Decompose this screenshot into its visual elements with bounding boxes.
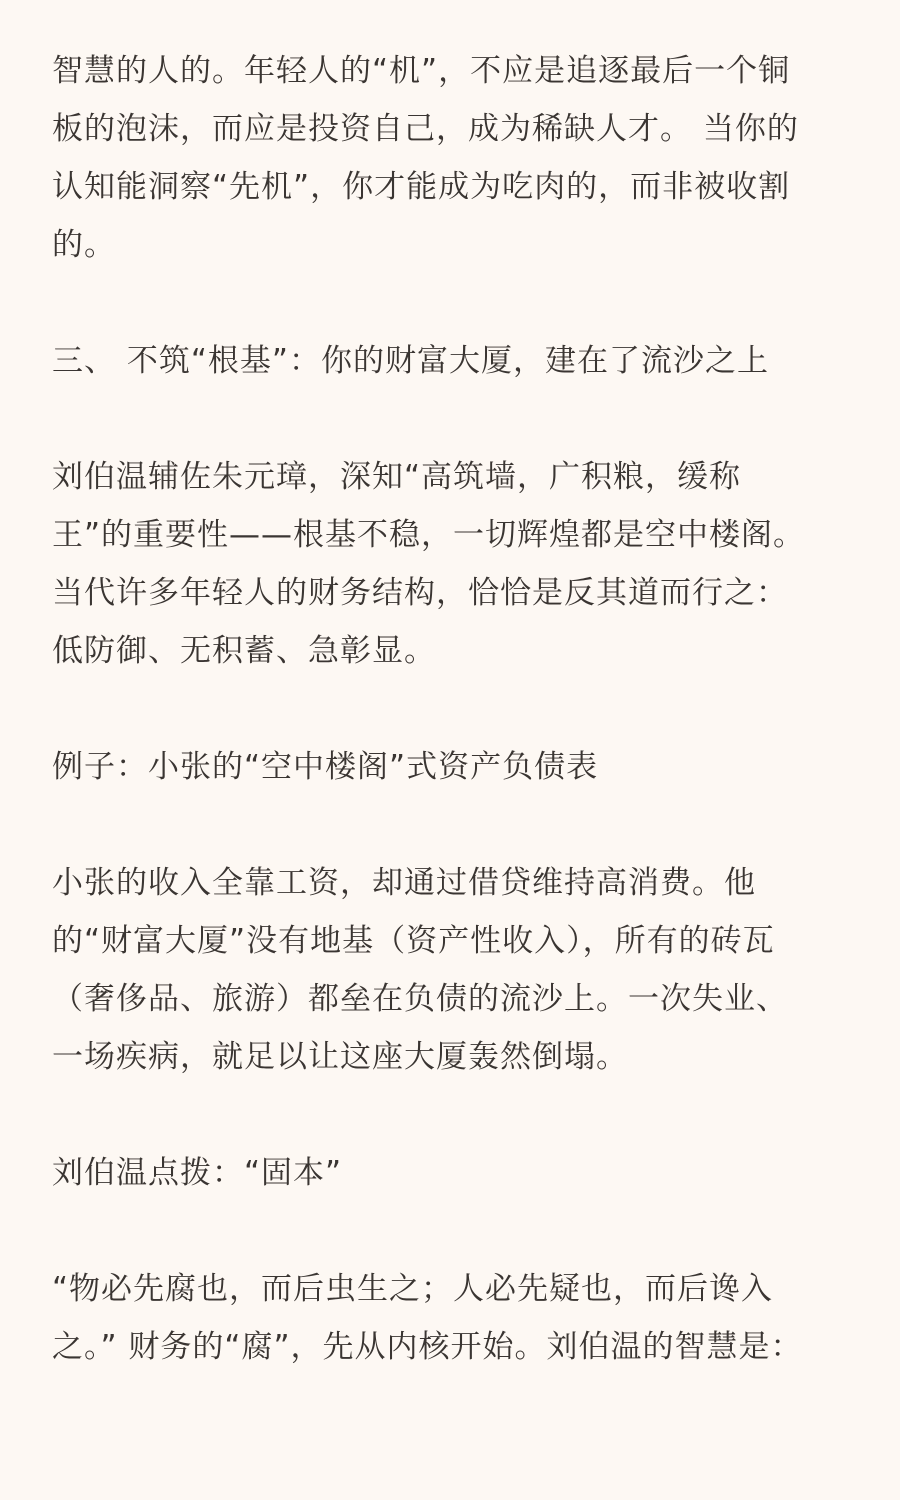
text-line: 一场疾病，就足以让这座大厦轰然倒塌。 — [52, 1039, 628, 1075]
text-line: 小张的收入全靠工资，却通过借贷维持高消费。他 — [52, 865, 756, 901]
text-line: 王”的重要性——根基不稳，一切辉煌都是空中楼阁。 — [52, 517, 806, 553]
text-line: 的“财富大厦”没有地基（资产性收入），所有的砖瓦 — [52, 923, 775, 959]
paragraph-gap — [52, 680, 848, 738]
paragraph-gap — [52, 1086, 848, 1144]
advice-title — [52, 1144, 848, 1202]
text-line: 刘伯温辅佐朱元璋，深知“高筑墙，广积粮，缓称 — [52, 459, 742, 495]
section-heading-text: 三、 不筑“根基”：你的财富大厦，建在了流沙之上 — [52, 343, 769, 379]
example-title — [52, 738, 848, 796]
paragraph-young-people-invest-self — [52, 42, 848, 274]
example-title-text: 例子：小张的“空中楼阁”式资产负债表 — [52, 749, 599, 785]
paragraph-gap — [52, 796, 848, 854]
text-line: 智慧的人的。年轻人的“机”，不应是追逐最后一个铜 — [52, 53, 791, 89]
text-line: 之。” 财务的“腐”，先从内核开始。刘伯温的智慧是： — [52, 1329, 803, 1365]
paragraph-gap — [52, 274, 848, 332]
text-line: 低防御、无积蓄、急彰显。 — [52, 633, 436, 669]
section-heading-3 — [52, 332, 848, 390]
paragraph-liu-bowen-foundation — [52, 448, 848, 680]
text-line: 的。 — [52, 227, 116, 263]
text-line: （奢侈品、旅游）都垒在负债的流沙上。一次失业、 — [52, 981, 788, 1017]
paragraph-gap — [52, 1202, 848, 1260]
paragraph-xiaozhang-example — [52, 854, 848, 1086]
paragraph-gap — [52, 390, 848, 448]
advice-title-text: 刘伯温点拨：“固本” — [52, 1155, 343, 1191]
paragraph-quote — [52, 1260, 848, 1376]
text-line: 当代许多年轻人的财务结构，恰恰是反其道而行之： — [52, 575, 788, 611]
text-line: “物必先腐也，而后虫生之；人必先疑也，而后谗入 — [52, 1271, 774, 1307]
text-line: 板的泡沫，而应是投资自己，成为稀缺人才。 当你的 — [52, 111, 799, 147]
text-line: 认知能洞察“先机”，你才能成为吃肉的，而非被收割 — [52, 169, 791, 205]
